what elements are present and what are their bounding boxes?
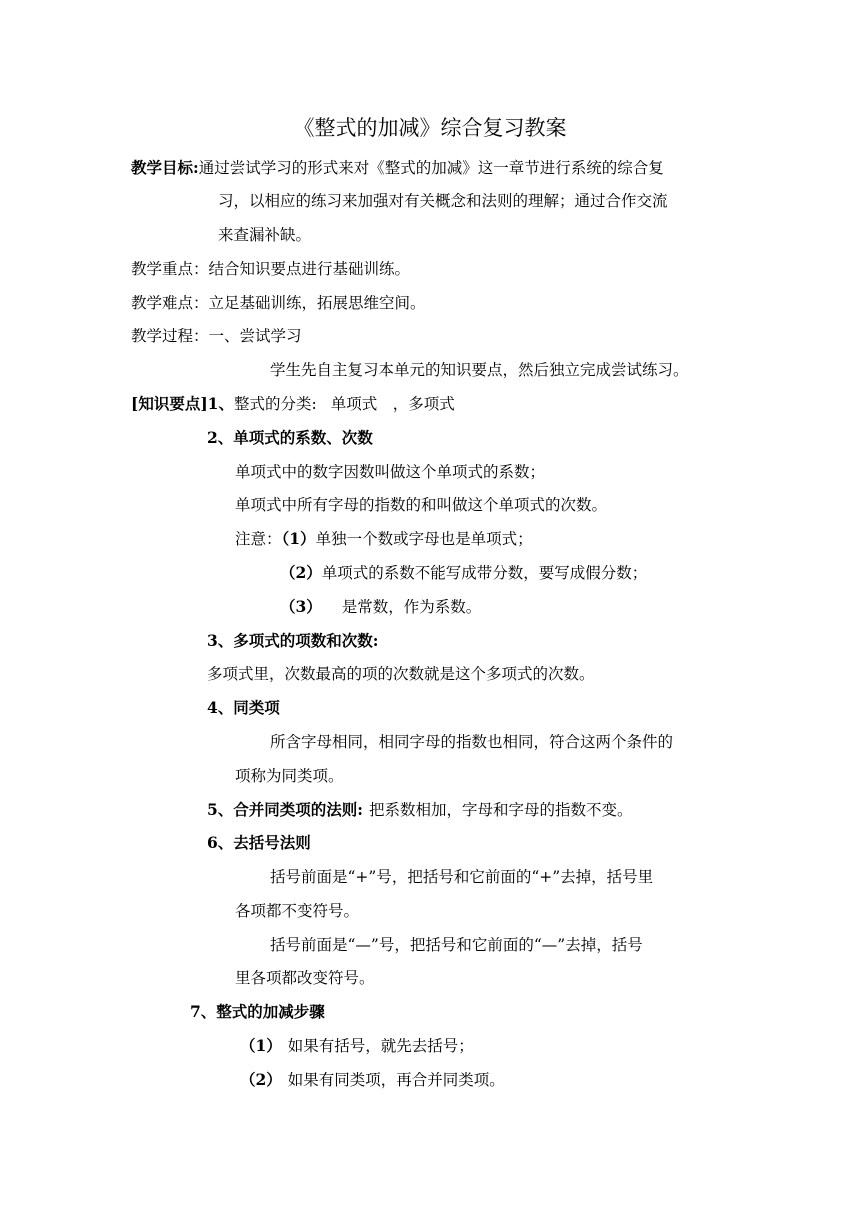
item1-types: 单项式 ，多项式 <box>330 395 455 413</box>
item2-note-1 <box>235 529 533 549</box>
item2-note-3 <box>280 597 481 617</box>
objective-label: 教学目标: <box>131 158 199 177</box>
item1-number: 1、 <box>207 394 234 413</box>
item1-text: 整式的分类: <box>233 395 317 413</box>
knowledge-item-1 <box>131 394 455 414</box>
difficulty-label: 教学难点： <box>131 294 209 312</box>
step1-text: 如果有括号，就先去括号； <box>287 1037 474 1055</box>
objective-line-3: 来查漏补缺。 <box>218 226 312 244</box>
process-line <box>131 326 302 346</box>
item7-step-1 <box>240 1036 474 1056</box>
item2-heading: 2、单项式的系数、次数 <box>207 428 373 447</box>
step1-number: （1） <box>240 1036 282 1055</box>
objective-line-2: 习，以相应的练习来加强对有关概念和法则的理解；通过合作交流 <box>218 192 668 210</box>
step2-text: 如果有同类项，再合并同类项。 <box>287 1071 505 1089</box>
process-label: 教学过程： <box>131 327 209 345</box>
process-text: 一、尝试学习 <box>208 327 302 345</box>
difficulty-line <box>131 293 426 313</box>
item6-line-2: 各项都不变符号。 <box>235 902 360 920</box>
item3-heading: 3、多项式的项数和次数: <box>207 631 379 650</box>
objective-line-1 <box>131 158 664 178</box>
note2-text: 单项式的系数不能写成带分数，要写成假分数； <box>321 564 648 582</box>
item7-step-2 <box>240 1070 505 1090</box>
item6-line-1: 括号前面是“+”号，把括号和它前面的“+”去掉，括号里 <box>270 868 654 886</box>
item2-line-1: 单项式中的数字因数叫做这个单项式的系数； <box>235 463 546 481</box>
objective-text-1: 通过尝试学习的形式来对《整式的加减》这一章节进行系统的综合复 <box>198 159 664 177</box>
item7-heading: 7、整式的加减步骤 <box>190 1002 325 1021</box>
item4-line-2: 项称为同类项。 <box>235 767 344 785</box>
note1-text: 单独一个数或字母也是单项式； <box>315 530 533 548</box>
item5-line <box>207 800 633 820</box>
item3-line-1: 多项式里，次数最高的项的次数就是这个多项式的次数。 <box>207 665 595 683</box>
key-point-text: 结合知识要点进行基础训练。 <box>208 260 411 278</box>
note3-number: （3） <box>280 597 322 616</box>
item5-heading: 5、合并同类项的法则: <box>207 800 364 819</box>
note3-text: 是常数，作为系数。 <box>341 598 482 616</box>
key-point-line <box>131 259 410 279</box>
item6-heading: 6、去括号法则 <box>207 833 311 852</box>
key-point-label: 教学重点： <box>131 260 209 278</box>
knowledge-label: [知识要点] <box>131 394 208 413</box>
item5-text: 把系数相加，字母和字母的指数不变。 <box>369 801 633 819</box>
item6-line-4: 里各项都改变符号。 <box>235 969 375 987</box>
process-detail: 学生先自主复习本单元的知识要点，然后独立完成尝试练习。 <box>270 361 689 379</box>
difficulty-text: 立足基础训练，拓展思维空间。 <box>208 294 426 312</box>
item2-note-2 <box>280 563 647 583</box>
note-label: 注意： <box>235 530 282 548</box>
document-title: 《整式的加减》综合复习教案 <box>293 116 567 140</box>
item6-line-3: 括号前面是“—”号，把括号和它前面的“—”去掉，括号 <box>270 936 643 954</box>
item2-line-2: 单项式中所有字母的指数的和叫做这个单项式的次数。 <box>235 496 608 514</box>
step2-number: （2） <box>240 1070 282 1089</box>
note2-number: （2） <box>280 563 322 582</box>
item4-line-1: 所含字母相同，相同字母的指数也相同，符合这两个条件的 <box>270 733 674 751</box>
note1-number: （1） <box>281 529 316 548</box>
item4-heading: 4、同类项 <box>207 698 280 717</box>
